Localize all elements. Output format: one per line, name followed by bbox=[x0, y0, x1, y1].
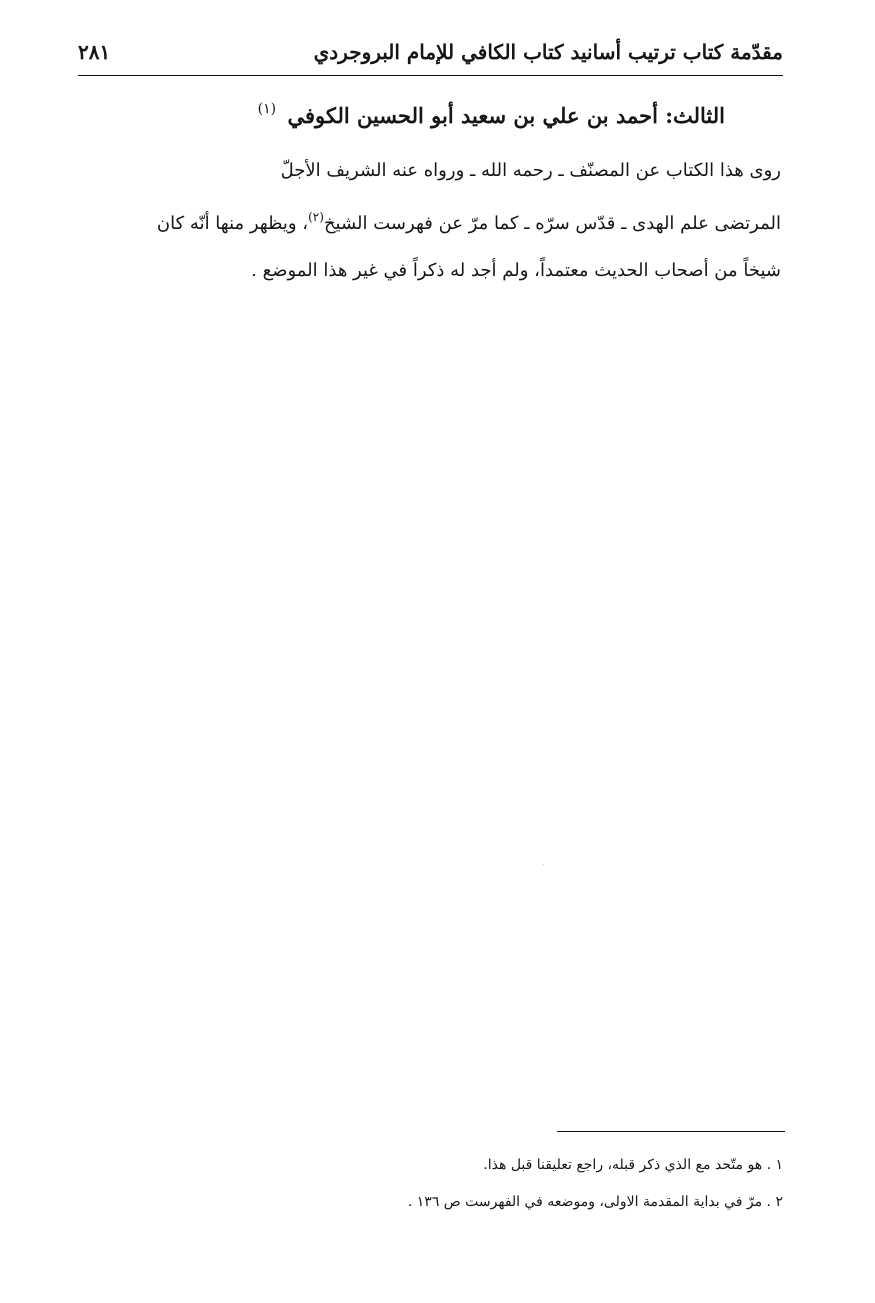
footnote-1: ١ . هو متّحد مع الذي ذكر قبله، راجع تعليقنا قبل هذا. bbox=[483, 1157, 783, 1173]
body-line-2-end: ، ويظهر منها أنّه كان bbox=[156, 213, 309, 234]
footnote-ref-1[interactable]: (١) bbox=[257, 101, 277, 117]
body-line-2 bbox=[91, 210, 781, 234]
footnote-2: ٢ . مرّ في بداية المقدمة الاولى، وموضعه في الفهرست ص ١٣٦ . bbox=[407, 1194, 783, 1210]
section-heading-text: الثالث: أحمد بن علي بن سعيد أبو الحسين الكوفي bbox=[287, 103, 725, 128]
body-line-2-start: المرتضى علم الهدى ـ قدّس سرّه ـ كما مرّ عن فهرست الشيخ bbox=[323, 213, 781, 234]
section-heading bbox=[105, 101, 725, 128]
header-rule bbox=[78, 75, 783, 76]
scan-speck bbox=[543, 864, 544, 865]
running-title: مقدّمة كتاب ترتيب أسانيد كتاب الكافي للإمام البروجردي bbox=[313, 40, 783, 64]
page-header bbox=[78, 36, 783, 72]
footnote-separator bbox=[557, 1131, 785, 1132]
page-number: ٢٨١ bbox=[78, 40, 111, 64]
body-line-3: شيخاً من أصحاب الحديث معتمداً، ولم أجد له ذكراً في غير هذا الموضع . bbox=[251, 260, 781, 281]
footnote-ref-2[interactable]: (٢) bbox=[308, 210, 324, 224]
body-line-1: روى هذا الكتاب عن المصنّف ـ رحمه الله ـ ورواه عنه الشريف الأجلّ bbox=[280, 160, 781, 181]
